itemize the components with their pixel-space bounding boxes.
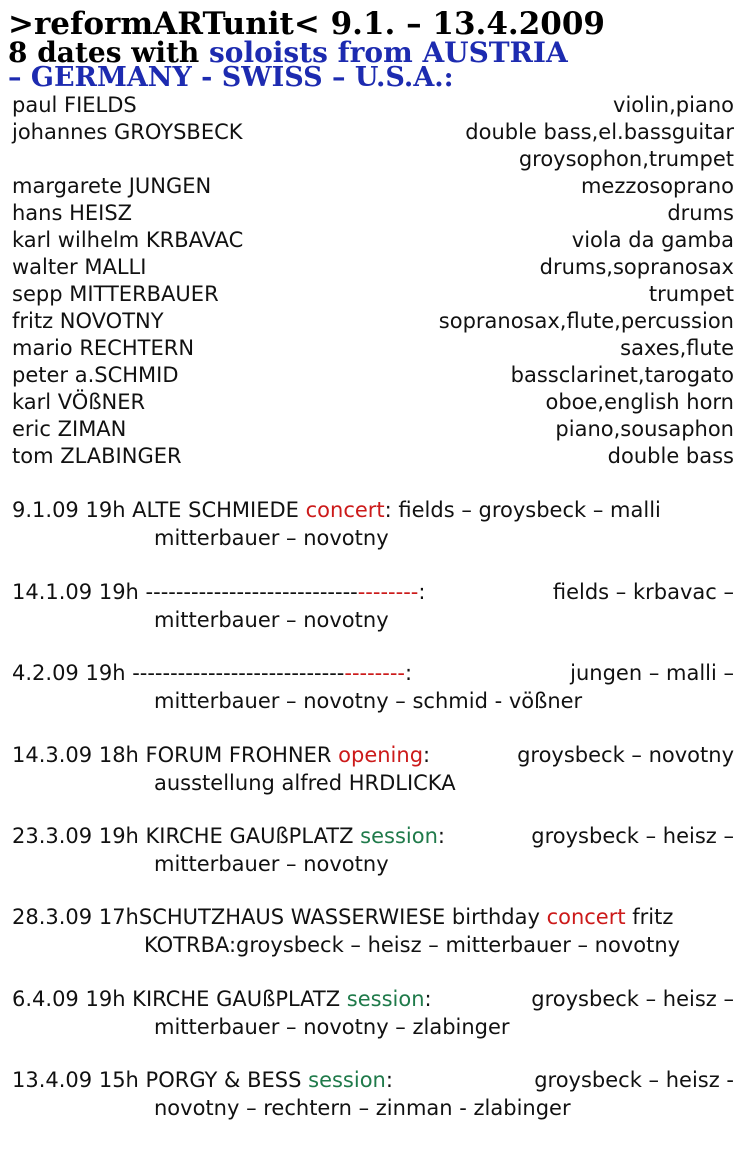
event-lineup: groysbeck – novotny — [517, 743, 734, 767]
subtitle-soloists-text: soloists from AUSTRIA — [209, 36, 568, 69]
flyer-countries: – GERMANY - SWISS – U.S.A.: — [8, 62, 454, 93]
event-entry — [12, 578, 742, 634]
event-placeholder-dashes-red: -------- — [344, 661, 405, 685]
musician-name: margarete JUNGEN — [12, 174, 212, 198]
musician-name: karl VÖßNER — [12, 390, 146, 414]
musician-name: mario RECHTERN — [12, 336, 195, 360]
musician-name: tom ZLABINGER — [12, 444, 182, 468]
musician-instrument: groysophon,trumpet — [518, 147, 734, 171]
event-lineup-continued: mitterbauer – novotny – zlabinger — [154, 1015, 510, 1039]
event-when: 14.1.09 19h — [12, 580, 146, 604]
event-placeholder-dashes: ---------------------------- — [132, 661, 345, 685]
musician-instrument: mezzosoprano — [580, 174, 734, 198]
event-entry — [12, 985, 742, 1041]
event-when: 4.2.09 19h — [12, 661, 133, 685]
subtitle-dates-text: 8 dates with — [8, 36, 209, 69]
musician-instrument: oboe,english horn — [545, 390, 734, 414]
event-lineup: groysbeck – heisz – — [531, 824, 734, 848]
musician-instrument: double bass — [607, 444, 734, 468]
event-when: 23.3.09 19h KIRCHE GAUßPLATZ — [12, 824, 361, 848]
event-lineup-continued: mitterbauer – novotny – schmid - vößner — [154, 689, 583, 713]
musician-name: peter a.SCHMID — [12, 363, 179, 387]
musician-name: sepp MITTERBAUER — [12, 282, 219, 306]
event-lineup: : fields – groysbeck – malli — [384, 498, 661, 522]
flyer-title: >reformARTunit< 9.1. – 13.4.2009 — [8, 6, 605, 42]
event-entry — [12, 496, 742, 552]
event-lineup-continued: KOTRBA:groysbeck – heisz – mitterbauer – novotny — [144, 933, 681, 957]
musician-instrument: drums — [667, 201, 734, 225]
event-colon: : — [423, 743, 431, 767]
event-when: 28.3.09 17hSCHUTZHAUS WASSERWIESE birthday — [12, 905, 547, 929]
event-type-opening: opening — [338, 743, 424, 767]
roster-row — [12, 308, 734, 335]
musician-name: karl wilhelm KRBAVAC — [12, 228, 244, 252]
event-lineup-continued: mitterbauer – novotny — [154, 526, 389, 550]
event-colon: : — [385, 1068, 393, 1092]
event-type-concert: concert — [305, 498, 385, 522]
musician-instrument: piano,sousaphon — [555, 417, 734, 441]
event-colon: : — [437, 824, 445, 848]
roster-row — [12, 254, 734, 281]
event-when: 13.4.09 15h PORGY & BESS — [12, 1068, 309, 1092]
event-placeholder-dashes-red: -------- — [357, 580, 419, 604]
event-type-session: session — [308, 1068, 386, 1092]
musician-instrument: trumpet — [648, 282, 734, 306]
musician-instrument: drums,sopranosax — [539, 255, 734, 279]
event-type-concert: concert — [546, 905, 626, 929]
musician-roster — [12, 92, 734, 470]
roster-row — [12, 335, 734, 362]
event-entry — [12, 822, 742, 878]
roster-row — [12, 119, 734, 146]
event-entry — [12, 903, 742, 959]
roster-row — [12, 443, 734, 470]
musician-name: fritz NOVOTNY — [12, 309, 164, 333]
event-entry — [12, 659, 742, 715]
roster-row — [12, 173, 734, 200]
musician-instrument: sopranosax,flute,percussion — [438, 309, 734, 333]
event-lineup: groysbeck – heisz – — [531, 987, 734, 1011]
musician-instrument: bassclarinet,tarogato — [510, 363, 734, 387]
musician-name: paul FIELDS — [12, 93, 137, 117]
event-lineup: groysbeck – heisz - — [534, 1068, 734, 1092]
musician-name: walter MALLI — [12, 255, 147, 279]
roster-row — [12, 416, 734, 443]
event-type-session: session — [360, 824, 438, 848]
roster-row — [12, 389, 734, 416]
roster-row — [12, 92, 734, 119]
event-lineup-continued: ausstellung alfred HRDLICKA — [154, 771, 456, 795]
event-lineup: fritz — [625, 905, 674, 929]
event-entry — [12, 1066, 742, 1122]
roster-row — [12, 146, 734, 173]
musician-instrument: violin,piano — [613, 93, 734, 117]
event-when: 9.1.09 19h ALTE SCHMIEDE — [12, 498, 306, 522]
event-lineup-continued: mitterbauer – novotny — [154, 852, 389, 876]
event-colon: : — [405, 661, 413, 685]
musician-instrument: saxes,flute — [620, 336, 734, 360]
event-placeholder-dashes: ---------------------------- — [145, 580, 358, 604]
musician-name: johannes GROYSBECK — [12, 120, 243, 144]
musician-instrument: viola da gamba — [571, 228, 734, 252]
event-lineup-continued: mitterbauer – novotny — [154, 608, 389, 632]
roster-row — [12, 200, 734, 227]
event-colon: : — [424, 987, 432, 1011]
roster-row — [12, 281, 734, 308]
musician-instrument: double bass,el.bassguitar — [465, 120, 734, 144]
event-colon: : — [418, 580, 426, 604]
event-entry — [12, 741, 742, 797]
event-when: 14.3.09 18h FORUM FROHNER — [12, 743, 339, 767]
roster-row — [12, 227, 734, 254]
musician-name: eric ZIMAN — [12, 417, 127, 441]
musician-name: hans HEISZ — [12, 201, 133, 225]
event-when: 6.4.09 19h KIRCHE GAUßPLATZ — [12, 987, 347, 1011]
roster-row — [12, 362, 734, 389]
event-lineup: fields – krbavac – — [552, 580, 734, 604]
event-lineup: jungen – malli – — [570, 661, 734, 685]
event-lineup-continued: novotny – rechtern – zinman - zlabinger — [154, 1096, 571, 1120]
event-type-session: session — [346, 987, 425, 1011]
